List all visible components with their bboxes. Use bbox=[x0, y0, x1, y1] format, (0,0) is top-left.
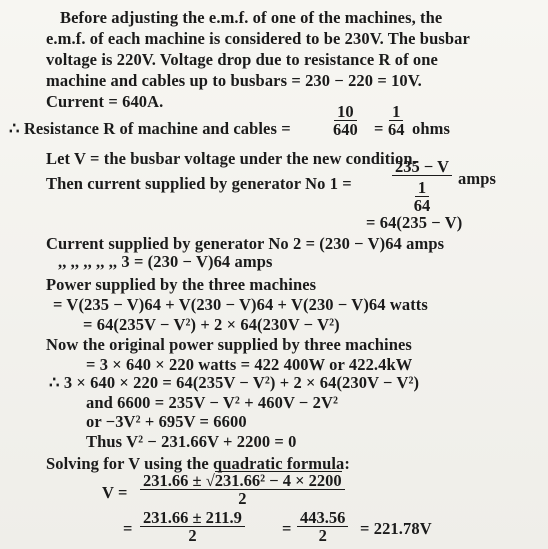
unit-label: ohms bbox=[412, 119, 450, 138]
text-line: = 64(235V − V²) + 2 × 64(230V − V²) bbox=[83, 315, 340, 334]
text-line: voltage is 220V. Voltage drop due to resistance R of one bbox=[46, 50, 438, 69]
denominator: 64 bbox=[388, 120, 405, 139]
denominator bbox=[408, 179, 437, 214]
denominator: 2 bbox=[318, 526, 327, 545]
fraction bbox=[297, 509, 348, 544]
numerator: 10 bbox=[334, 103, 357, 121]
gen1-lead: Then current supplied by generator No 1 = bbox=[46, 174, 352, 193]
text-line: Let V = the busbar voltage under the new condition. bbox=[46, 149, 417, 168]
text-line: e.m.f. of each machine is considered to be 230V. The busbar bbox=[46, 29, 470, 48]
equals-sign: = bbox=[282, 519, 292, 538]
equals-sign: = bbox=[374, 119, 384, 138]
numerator: 231.66 ± 211.9 bbox=[140, 509, 245, 527]
result-value: = 221.78V bbox=[360, 519, 432, 538]
numerator: 1 bbox=[415, 179, 429, 197]
text-line: and 6600 = 235V − V² + 460V − 2V² bbox=[86, 393, 339, 412]
text-line: = 64(235 − V) bbox=[366, 213, 463, 232]
fraction bbox=[140, 509, 245, 544]
text-line: machine and cables up to busbars = 230 − 220 = 10V. bbox=[46, 71, 422, 90]
text-line: Solving for V using the quadratic formula: bbox=[46, 454, 350, 473]
fraction bbox=[140, 471, 345, 507]
fraction bbox=[385, 103, 408, 138]
numerator: 1 bbox=[389, 103, 403, 121]
denominator: 64 bbox=[413, 196, 431, 215]
text-line: or −3V² + 695V = 6600 bbox=[86, 412, 247, 431]
text-line: Thus V² − 231.66V + 2200 = 0 bbox=[86, 432, 297, 451]
equals-sign: = bbox=[123, 519, 133, 538]
unit-label: amps bbox=[458, 169, 496, 188]
resistance-lead: ∴ Resistance R of machine and cables = bbox=[9, 119, 291, 138]
text-line: ∴ 3 × 640 × 220 = 64(235V − V²) + 2 × 64(230V − V²) bbox=[49, 373, 420, 392]
numerator: 235 − V bbox=[392, 158, 452, 176]
text-line: Current = 640A. bbox=[46, 92, 164, 111]
text-line: Power supplied by the three machines bbox=[46, 275, 317, 294]
denominator: 2 bbox=[188, 526, 197, 545]
fraction bbox=[392, 158, 452, 214]
numerator-a: 231.66 ± bbox=[143, 471, 202, 490]
quad-lhs: V = bbox=[102, 483, 128, 502]
text-line: ,, ,, ,, ,, ,, 3 = (230 − V)64 amps bbox=[58, 252, 273, 271]
text-line: Current supplied by generator No 2 = (230 − V)64 amps bbox=[46, 234, 445, 253]
denominator: 640 bbox=[333, 120, 358, 139]
text-line: = 3 × 640 × 220 watts = 422 400W or 422.4kW bbox=[86, 355, 413, 374]
nested-fraction bbox=[411, 179, 434, 214]
text-line: Before adjusting the e.m.f. of one of the machines, the bbox=[60, 8, 443, 27]
text-line: = V(235 − V)64 + V(230 − V)64 + V(230 − V)64 watts bbox=[53, 295, 428, 314]
denominator: 2 bbox=[238, 489, 247, 508]
numerator: 231.66 ± √231.66² − 4 × 2200 bbox=[140, 471, 345, 490]
numerator: 443.56 bbox=[297, 509, 348, 527]
text-line: Now the original power supplied by three machines bbox=[46, 335, 412, 354]
radicand: 231.66² − 4 × 2200 bbox=[214, 471, 342, 490]
fraction bbox=[330, 103, 361, 138]
